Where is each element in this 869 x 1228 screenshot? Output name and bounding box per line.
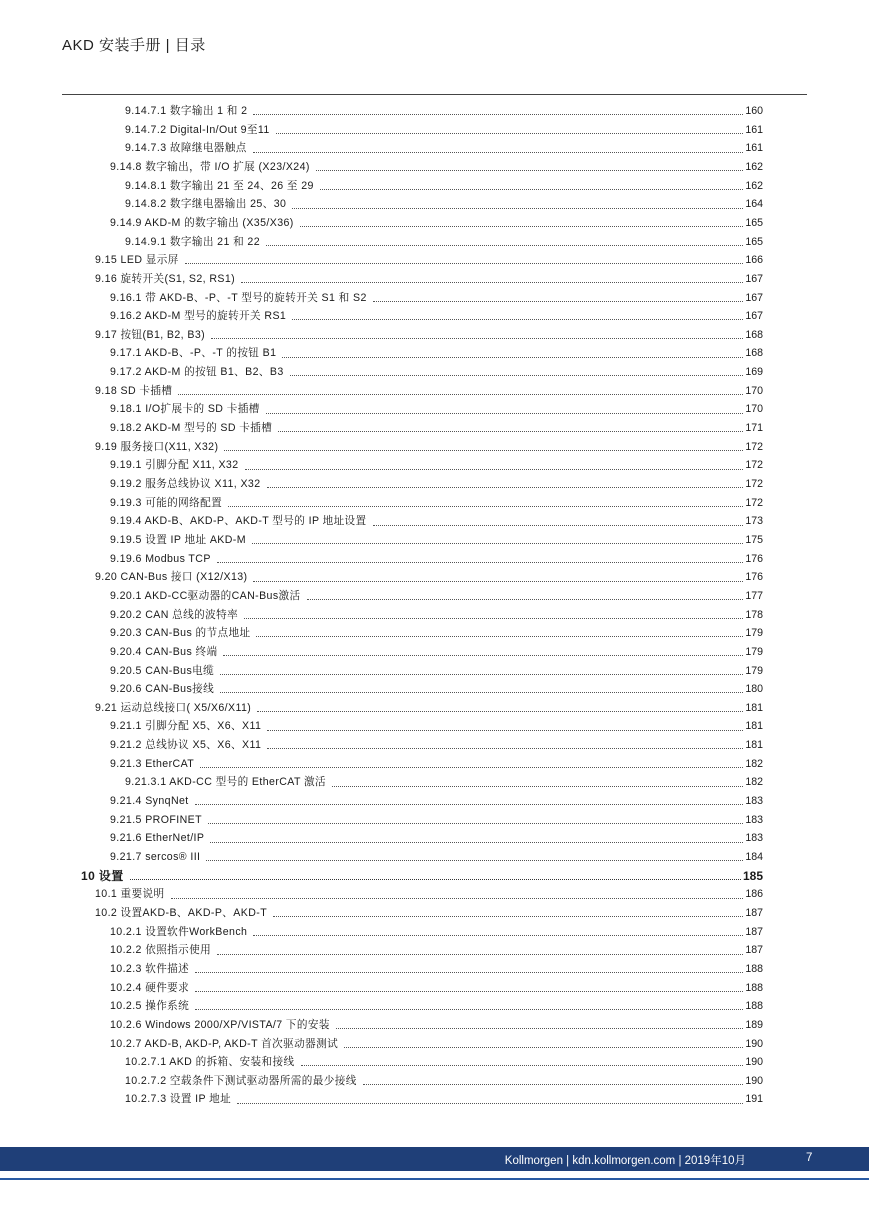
toc-entry-label: 9.14.8.2 数字继电器输出 25、30 <box>125 198 287 211</box>
toc-entry-label: 9.21.3 EtherCAT <box>110 757 195 770</box>
toc-entry[interactable] <box>95 568 763 587</box>
toc-entry[interactable] <box>125 1090 763 1109</box>
toc-entry-page: 188 <box>745 1000 763 1013</box>
toc-leader-dots <box>253 151 744 153</box>
toc-leader-dots <box>195 990 743 992</box>
toc-entry-label: 9.14.9 AKD-M 的数字输出 (X35/X36) <box>110 216 294 229</box>
toc-entry[interactable] <box>110 811 763 830</box>
toc-entry[interactable] <box>81 867 763 886</box>
toc-entry[interactable] <box>110 606 763 625</box>
toc-leader-dots <box>266 412 744 414</box>
toc-entry-page: 167 <box>745 272 763 285</box>
toc-entry[interactable] <box>110 941 763 960</box>
toc-leader-dots <box>267 486 744 488</box>
footer-divider <box>0 1178 869 1180</box>
toc-entry[interactable] <box>125 177 763 196</box>
toc-entry-page: 187 <box>745 944 763 957</box>
toc-entry-label: 10.2.1 设置软件WorkBench <box>110 925 248 938</box>
toc-entry-label: 9.17 按钮(B1, B2, B3) <box>95 328 206 341</box>
toc-entry-label: 9.19.4 AKD-B、AKD-P、AKD-T 型号的 IP 地址设置 <box>110 515 367 528</box>
toc-entry[interactable] <box>110 792 763 811</box>
toc-leader-dots <box>208 822 743 824</box>
toc-entry-label: 10.2.5 操作系统 <box>110 1000 190 1013</box>
toc-leader-dots <box>344 1046 743 1048</box>
toc-leader-dots <box>200 766 743 768</box>
toc-entry[interactable] <box>110 960 763 979</box>
toc-leader-dots <box>266 244 743 246</box>
toc-leader-dots <box>252 542 743 544</box>
toc-entry-label: 9.21 运动总线接口( X5/X6/X11) <box>95 701 252 714</box>
toc-entry-page: 160 <box>745 105 763 117</box>
toc-entry[interactable] <box>95 699 763 718</box>
header-divider <box>62 94 807 95</box>
toc-entry-page: 185 <box>742 868 763 883</box>
toc-leader-dots <box>267 747 743 749</box>
toc-entry-page: 177 <box>745 589 763 602</box>
toc-entry-label: 9.14.7.1 数字输出 1 和 2 <box>125 105 248 117</box>
toc-entry-page: 183 <box>745 832 763 845</box>
toc-entry[interactable] <box>125 1053 763 1072</box>
toc-entry-label: 10.2.4 硬件要求 <box>110 981 190 994</box>
toc-entry[interactable] <box>125 1072 763 1091</box>
toc-entry[interactable] <box>125 233 763 252</box>
footer-text: Kollmorgen | kdn.kollmorgen.com | 2019年10月 <box>504 1155 746 1167</box>
toc-entry-page: 186 <box>745 888 763 901</box>
toc-entry[interactable] <box>95 270 763 289</box>
toc-entry[interactable] <box>110 214 763 233</box>
toc-entry-page: 172 <box>745 459 763 472</box>
toc-leader-dots <box>256 635 743 637</box>
toc-entry-label: 9.21.1 引脚分配 X5、X6、X11 <box>110 720 262 733</box>
toc-entry-page: 165 <box>745 216 763 229</box>
toc-entry-label: 10 设置 <box>81 868 124 883</box>
toc-leader-dots <box>253 580 743 582</box>
toc-entry-page: 176 <box>745 552 763 565</box>
toc-leader-dots <box>282 356 743 358</box>
toc-entry-label: 9.21.2 总线协议 X5、X6、X11 <box>110 739 262 752</box>
toc-entry[interactable] <box>110 550 763 569</box>
toc-entry[interactable] <box>110 662 763 681</box>
toc-leader-dots <box>228 505 743 507</box>
toc-entry[interactable] <box>110 997 763 1016</box>
toc-entry-label: 9.20.2 CAN 总线的波特率 <box>110 608 239 621</box>
toc-leader-dots <box>276 132 744 134</box>
toc-leader-dots <box>257 710 743 712</box>
toc-leader-dots <box>211 337 743 339</box>
toc-entry-label: 9.16 旋转开关(S1, S2, RS1) <box>95 272 236 285</box>
toc-entry-page: 173 <box>745 515 763 528</box>
toc-entry[interactable] <box>95 326 763 345</box>
toc-entry[interactable] <box>110 307 763 326</box>
toc-leader-dots <box>292 318 743 320</box>
toc-entry-label: 9.15 LED 显示屏 <box>95 254 179 267</box>
toc-entry[interactable] <box>110 624 763 643</box>
toc-leader-dots <box>217 561 743 563</box>
toc-entry[interactable] <box>110 363 763 382</box>
toc-entry-page: 167 <box>745 310 763 323</box>
toc-entry[interactable] <box>110 829 763 848</box>
toc-entry[interactable] <box>125 121 763 140</box>
toc-leader-dots <box>253 934 743 936</box>
toc-entry-label: 9.18 SD 卡插槽 <box>95 384 173 397</box>
footer-bar <box>0 1147 869 1171</box>
toc-leader-dots <box>130 878 741 880</box>
toc-leader-dots <box>373 524 744 526</box>
toc-leader-dots <box>237 1102 743 1104</box>
toc-leader-dots <box>253 113 743 115</box>
toc-leader-dots <box>185 262 744 264</box>
toc-leader-dots <box>316 169 744 171</box>
toc-entry-page: 169 <box>745 366 763 379</box>
toc-entry[interactable] <box>125 139 763 158</box>
toc-leader-dots <box>292 207 743 209</box>
toc-leader-dots <box>178 393 743 395</box>
toc-entry-label: 9.17.2 AKD-M 的按钮 B1、B2、B3 <box>110 366 284 379</box>
toc-entry-label: 9.21.3.1 AKD-CC 型号的 EtherCAT 激活 <box>125 776 326 789</box>
toc-entry-page: 179 <box>745 645 763 658</box>
toc-entry-page: 178 <box>745 608 763 621</box>
toc-entry-label: 9.20.1 AKD-CC驱动器的CAN-Bus激活 <box>110 589 301 602</box>
toc-entry-page: 183 <box>745 813 763 826</box>
toc-entry-label: 10.2 设置AKD-B、AKD-P、AKD-T <box>95 906 268 919</box>
toc-entry[interactable] <box>110 979 763 998</box>
toc-entry[interactable] <box>110 1035 763 1054</box>
toc-entry-label: 9.20.3 CAN-Bus 的节点地址 <box>110 627 251 640</box>
toc-leader-dots <box>267 729 743 731</box>
toc-leader-dots <box>217 953 743 955</box>
toc-entry-label: 9.19 服务接口(X11, X32) <box>95 440 219 453</box>
toc-leader-dots <box>220 673 743 675</box>
toc-leader-dots <box>245 468 744 470</box>
toc-leader-dots <box>332 785 743 787</box>
toc-leader-dots <box>278 430 743 432</box>
toc-entry-page: 180 <box>745 683 763 696</box>
toc-entry-page: 191 <box>745 1093 763 1106</box>
toc-leader-dots <box>300 225 744 227</box>
toc-entry-label: 10.2.3 软件描述 <box>110 962 190 975</box>
toc-entry-label: 9.14.8.1 数字输出 21 至 24、26 至 29 <box>125 179 314 192</box>
toc-entry-label: 9.19.2 服务总线协议 X11, X32 <box>110 478 261 490</box>
toc-entry[interactable] <box>110 1016 763 1035</box>
toc-entry-page: 161 <box>745 142 763 155</box>
toc-leader-dots <box>220 691 743 693</box>
toc-entry-label: 10.2.7 AKD-B, AKD-P, AKD-T 首次驱动器测试 <box>110 1037 339 1050</box>
toc-leader-dots <box>336 1027 743 1029</box>
toc-entry-label: 9.20.4 CAN-Bus 终端 <box>110 645 218 658</box>
toc-entry-label: 9.20.5 CAN-Bus电缆 <box>110 664 215 677</box>
toc-entry-label: 9.21.6 EtherNet/IP <box>110 832 205 845</box>
toc-leader-dots <box>195 1008 743 1010</box>
toc-entry-page: 176 <box>745 571 763 584</box>
footer-page-number: 7 <box>806 1152 813 1164</box>
toc-entry-page: 182 <box>745 757 763 770</box>
toc-entry-page: 167 <box>745 291 763 304</box>
toc-entry[interactable] <box>110 400 763 419</box>
toc-entry[interactable] <box>110 680 763 699</box>
toc-entry-label: 9.19.1 引脚分配 X11, X32 <box>110 459 239 472</box>
toc-entry[interactable] <box>110 456 763 475</box>
toc-entry-page: 172 <box>745 478 763 490</box>
page-header-title: AKD 安装手册 | 目录 <box>62 37 206 54</box>
toc-entry[interactable] <box>110 923 763 942</box>
toc-entry[interactable] <box>95 382 763 401</box>
toc-entry-page: 190 <box>745 1074 763 1087</box>
toc-entry[interactable] <box>110 494 763 513</box>
toc-leader-dots <box>206 859 743 861</box>
toc-entry-page: 183 <box>745 795 763 808</box>
toc-leader-dots <box>290 374 744 376</box>
toc-entry-label: 9.18.2 AKD-M 型号的 SD 卡插槽 <box>110 422 273 435</box>
toc-entry-page: 168 <box>745 328 763 341</box>
toc-entry-label: 9.21.7 sercos® III <box>110 851 201 863</box>
toc-entry[interactable] <box>110 344 763 363</box>
toc-entry-label: 9.21.4 SynqNet <box>110 795 189 808</box>
toc-leader-dots <box>307 598 744 600</box>
toc-entry-page: 172 <box>745 440 763 453</box>
toc-leader-dots <box>241 281 743 283</box>
toc-entry-page: 175 <box>745 533 763 546</box>
toc-entry-page: 181 <box>745 739 763 752</box>
toc-leader-dots <box>301 1064 744 1066</box>
toc-entry-label: 10.2.2 依照指示使用 <box>110 944 212 957</box>
toc-entry[interactable] <box>110 419 763 438</box>
toc-entry-page: 171 <box>745 422 763 435</box>
toc-entry[interactable] <box>125 773 763 792</box>
toc-entry-label: 9.14.7.3 故障继电器触点 <box>125 142 247 155</box>
toc-entry-label: 10.2.7.3 设置 IP 地址 <box>125 1093 232 1106</box>
toc-entry-label: 9.16.2 AKD-M 型号的旋转开关 RS1 <box>110 310 287 323</box>
toc-entry[interactable] <box>110 512 763 531</box>
toc-entry-page: 187 <box>745 906 763 919</box>
toc-leader-dots <box>373 300 744 302</box>
toc-entry[interactable] <box>95 438 763 457</box>
toc-entry-page: 189 <box>745 1018 763 1031</box>
toc-entry-page: 165 <box>745 235 763 248</box>
toc-entry-page: 170 <box>745 403 763 416</box>
toc-leader-dots <box>195 971 743 973</box>
toc-entry-page: 188 <box>745 962 763 975</box>
toc-entry-label: 9.18.1 I/O扩展卡的 SD 卡插槽 <box>110 403 260 416</box>
toc-leader-dots <box>244 617 743 619</box>
toc-entry[interactable] <box>95 251 763 270</box>
toc-entry[interactable] <box>110 717 763 736</box>
toc-entry-page: 172 <box>745 496 763 509</box>
toc-entry-page: 181 <box>745 720 763 733</box>
toc-entry-page: 166 <box>745 254 763 267</box>
toc-entry-page: 164 <box>745 198 763 211</box>
toc-entry[interactable] <box>110 531 763 550</box>
toc-entry-page: 179 <box>745 627 763 640</box>
toc-entry-label: 9.19.5 设置 IP 地址 AKD-M <box>110 533 246 546</box>
toc-entry-page: 168 <box>745 347 763 360</box>
toc-entry[interactable] <box>125 102 763 121</box>
toc-entry[interactable] <box>110 755 763 774</box>
toc-entry[interactable] <box>95 904 763 923</box>
toc-entry-label: 9.17.1 AKD-B、-P、-T 的按钮 B1 <box>110 347 277 360</box>
toc-entry-label: 10.2.7.1 AKD 的拆箱、安装和接线 <box>125 1056 295 1069</box>
toc-leader-dots <box>320 188 743 190</box>
toc-entry-label: 9.21.5 PROFINET <box>110 813 202 826</box>
toc-entry-page: 181 <box>745 701 763 714</box>
toc-entry-label: 9.20 CAN-Bus 接口 (X12/X13) <box>95 571 248 584</box>
toc-entry-label: 9.14.7.2 Digital-In/Out 9至11 <box>125 123 270 136</box>
toc-entry-page: 182 <box>745 776 763 789</box>
toc-leader-dots <box>273 915 743 917</box>
toc-entry-label: 10.2.6 Windows 2000/XP/VISTA/7 下的安装 <box>110 1018 330 1031</box>
toc-entry-label: 10.1 重要说明 <box>95 888 165 901</box>
toc-entry-label: 9.16.1 带 AKD-B、-P、-T 型号的旋转开关 S1 和 S2 <box>110 291 367 304</box>
toc-entry-page: 162 <box>745 160 763 173</box>
toc-entry-label: 9.20.6 CAN-Bus接线 <box>110 683 215 696</box>
toc-entry-label: 9.19.6 Modbus TCP <box>110 552 211 565</box>
toc-entry[interactable] <box>95 885 763 904</box>
toc-entry-page: 179 <box>745 664 763 677</box>
toc-entry[interactable] <box>110 643 763 662</box>
toc-entry[interactable] <box>110 587 763 606</box>
toc-entry[interactable] <box>110 848 763 867</box>
toc-entry-page: 188 <box>745 981 763 994</box>
toc-entry-page: 170 <box>745 384 763 397</box>
toc-entry-label: 9.14.9.1 数字输出 21 和 22 <box>125 235 260 248</box>
toc-entry-page: 190 <box>745 1056 763 1069</box>
toc-entry[interactable] <box>125 195 763 214</box>
toc-leader-dots <box>363 1083 744 1085</box>
toc-entry-page: 184 <box>745 851 763 863</box>
toc-entry[interactable] <box>110 158 763 177</box>
toc-entry[interactable] <box>110 736 763 755</box>
toc-entry-label: 9.14.8 数字输出，带 I/O 扩展 (X23/X24) <box>110 160 310 173</box>
toc-leader-dots <box>223 654 743 656</box>
toc-entry-page: 161 <box>745 123 763 136</box>
toc-entry-page: 162 <box>745 179 763 192</box>
toc-leader-dots <box>210 841 743 843</box>
toc-entry-page: 187 <box>745 925 763 938</box>
toc-leader-dots <box>171 897 744 899</box>
toc-entry-label: 9.19.3 可能的网络配置 <box>110 496 223 509</box>
toc-leader-dots <box>195 803 744 805</box>
toc-entry-label: 10.2.7.2 空载条件下测试驱动器所需的最少接线 <box>125 1074 357 1087</box>
toc-entry[interactable] <box>110 289 763 308</box>
toc-leader-dots <box>224 449 743 451</box>
toc-entry-page: 190 <box>745 1037 763 1050</box>
toc-entry[interactable] <box>110 475 763 494</box>
